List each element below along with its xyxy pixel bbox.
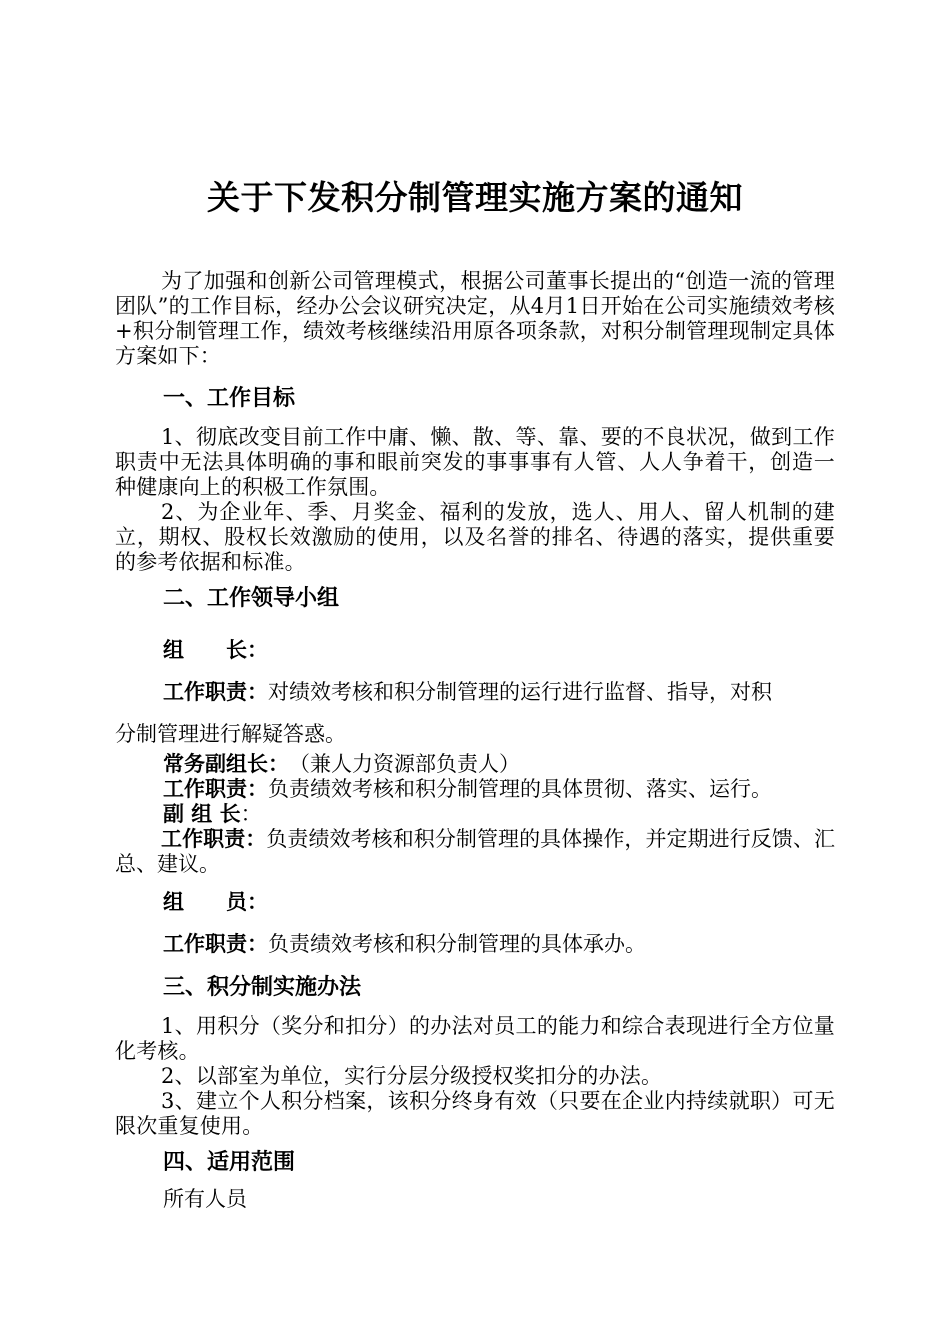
member-label: 组 员： [163,890,268,914]
leader-duty-text: 对绩效考核和积分制管理的运行进行监督、指导，对积 [268,680,772,704]
document-title: 关于下发积分制管理实施方案的通知 [207,178,743,217]
leader-duty-continuation: 分制管理进行解疑答惑。 [115,722,346,746]
section-4-text: 所有人员 [163,1187,247,1211]
deputy-duty-paragraph [115,827,835,877]
deputy-duty-text: 负责绩效考核和积分制管理的具体操作，并定期进行反馈、汇总、建议。 [115,827,836,876]
leader-duty-label: 工作职责： [163,680,268,704]
section-1-paragraph-1: 1、彻底改变目前工作中庸、懒、散、等、靠、要的不良状况，做到工作职责中无法具体明确的事和眼前突发的事事事有人管、人人争着干，创造一种健康向上的积极工作氛围。 [115,425,835,499]
section-3-paragraph-3: 3、建立个人积分档案，该积分终身有效（只要在企业内持续就职）可无限次重复使用。 [115,1089,835,1138]
intro-paragraph: 为了加强和创新公司管理模式，根据公司董事长提出的“创造一流的管理团队”的工作目标，经办公会议研究决定，从4月1日开始在公司实施绩效考核+积分制管理工作，绩效考核继续沿用原各项条款，对积分制管理现制定具体方案如下： [115,269,835,368]
exec-deputy-row [163,752,520,777]
member-row [163,890,268,915]
member-duty-row [163,932,646,957]
section-3-paragraph-2: 2、以部室为单位，实行分层分级授权奖扣分的办法。 [161,1064,663,1088]
deputy-colon: ： [240,802,262,826]
deputy-row [163,802,262,827]
section-2-heading: 二、工作领导小组 [163,586,340,611]
deputy-duty-label: 工作职责： [161,827,267,851]
section-1-paragraph-2: 2、为企业年、季、月奖金、福利的发放，选人、用人、留人机制的建立，期权、股权长效激励的使用，以及名誉的排名、待遇的落实，提供重要的参考依据和标准。 [115,500,835,574]
exec-deputy-label: 常务副组长： [163,752,279,776]
member-duty-text: 负责绩效考核和积分制管理的具体承办。 [268,932,646,956]
section-3-paragraph-1: 1、用积分（奖分和扣分）的办法对员工的能力和综合表现进行全方位量化考核。 [115,1014,835,1063]
exec-duty-label: 工作职责： [163,777,268,801]
exec-duty-text: 负责绩效考核和积分制管理的具体贯彻、落实、运行。 [268,777,772,801]
section-3-heading: 三、积分制实施办法 [163,975,362,1000]
leader-duty-row [163,680,772,705]
exec-deputy-value: （兼人力资源部负责人） [278,752,520,776]
exec-duty-row [163,777,772,802]
leader-label: 组 长： [163,638,268,662]
deputy-label: 副 组 长 [163,802,241,826]
section-4-heading: 四、适用范围 [163,1150,296,1175]
member-duty-label: 工作职责： [163,932,268,956]
section-1-heading: 一、工作目标 [163,386,296,411]
leader-row [163,638,268,663]
